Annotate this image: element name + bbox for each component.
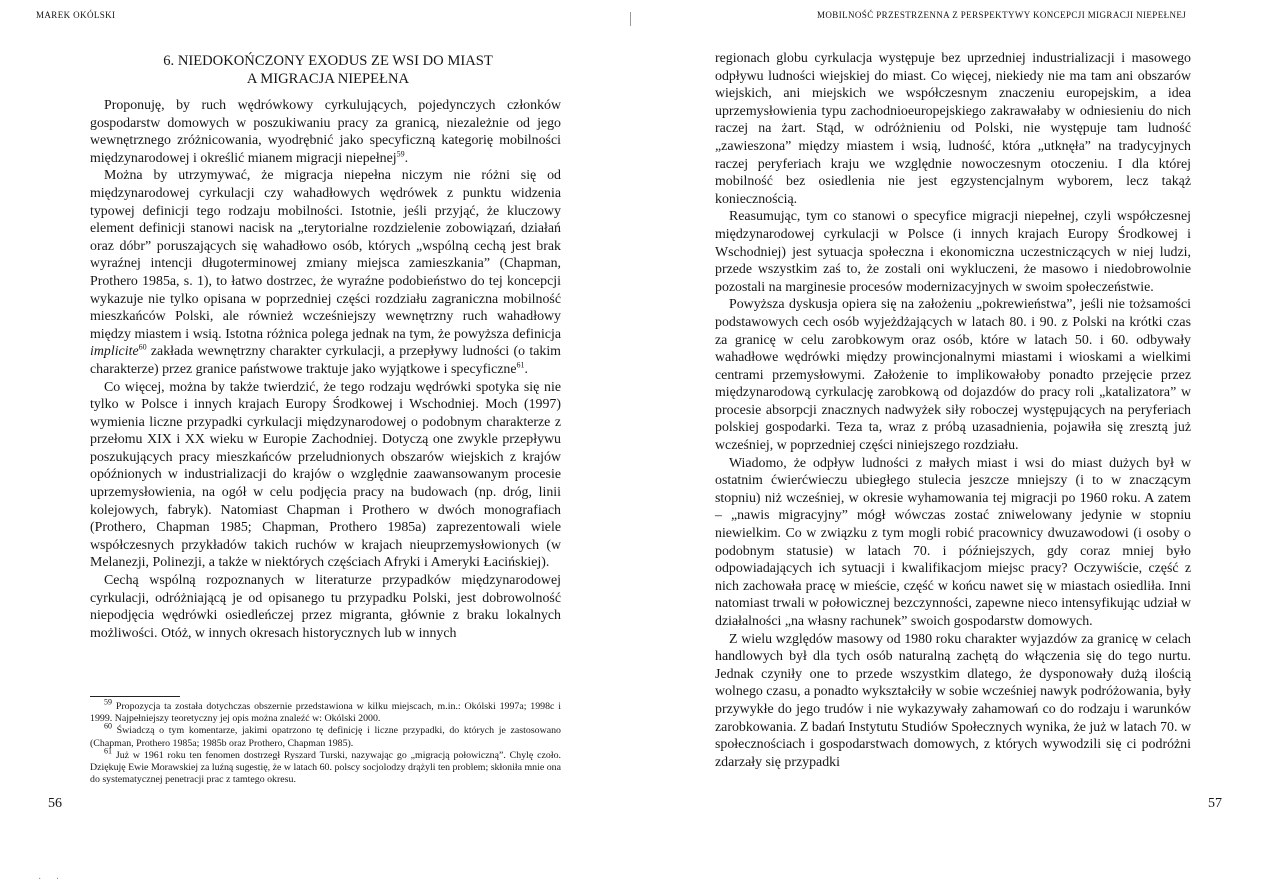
page-number: 57	[1208, 796, 1222, 811]
footnote-ref[interactable]: 60	[138, 342, 147, 352]
paragraph: Z wielu względów masowy od 1980 roku charakter wyjazdów za granicę w celach handlowych był dla tych osób naturalną zachętą do włączenia się do tego nurtu. Jednak czyniły one to przede wszystkim dlatego, że dysponowały dużą ilością wolnego czasu, a ponadto wykształciły w sobie wcześniej nawyk podróżowania, były przywykłe do jego trudów i nie wykazywały zahamowań co do rodzaju i warunków zarobkowania. Z badań Instytutu Studiów Społecznych wynika, że już w latach 70. w społecznościach i gospodarstwach domowych, z których wywodzili się ci podróżni zdarzały się przypadki	[715, 631, 1192, 770]
paragraph: regionach globu cyrkulacja występuje bez uprzedniej industrializacji i masowego odpływu ludności wiejskiej do miast. Co więcej, niekiedy nie ma tam ani obszarów wiejskich, ani miejskich we współczesnym znaczeniu europejskim, a idea uprzemysłowienia typu zachodnioeuropejskiego zakrawałaby w odniesieniu do nich raczej na żart. Stąd, w odróżnieniu od Polski, nie występuje tam ludność „zawieszona” między miastem i wsią, ludność, która „utknęła” na tradycyjnych raczej peryferiach kraju we względnie nowoczesnym otoczeniu. I dla której mobilność bez osiedlenia nie jest egzystencjalnym wyborem, lecz takąż koniecznością.	[715, 51, 1191, 207]
section-title-line2: A MIGRACJA NIEPEŁNA	[246, 71, 410, 87]
paragraph: Co więcej, można by także twierdzić, że tego rodzaju wędrówki spotyka się nie tylko w Polsce i innych krajach Europy Środkowej i Wschodniej. Moch (1997) wymienia liczne przypadki cyrkulacji międzynarodowej o podobnym charakterze z przełomu XIX i XX wieku w Europie Zachodniej. Dotyczą one zwykle przepływu poszukujących pracy mieszkańców przeludnionych obszarów wiejskich z krajów opóźnionych w industrializacji do krajów o względnie zaawansowanym procesie uprzemysłowienia, na ogół w celu podjęcia pracy na budowach (np. dróg, linii kolejowych, fabryk). Natomiast Chapman i Prothero w dwóch monografiach (Prothero, Chapman 1985; Chapman, Prothero 1985a) zaprezentowali wiele współczesnych przykładów takich ruchów w krajach nieuprzemysłowionych (w Melanezji, Polinezji, a także w niektórych częściach Afryki i Ameryki Łacińskiej).	[90, 379, 561, 571]
scan-mark: · ·	[38, 874, 66, 885]
section-title-line1: 6. NIEDOKOŃCZONY EXODUS ZE WSI DO MIAST	[163, 53, 493, 69]
paragraph: Powyższa dyskusja opiera się na założeniu „pokrewieństwa”, jeśli nie tożsamości podstawowych cech osób wyjeżdżających w latach 80. i 90. z Polski na krótki czas za granicę w celu zarobkowym oraz osób, które w latach 50. i 60. odbywały wahadłowe wędrówki między prowincjonalnymi miastami i wioskami a wielkimi centrami przemysłowymi. Założenie to implikowałoby ponadto przejęcie przez międzynarodową cyrkulację zarobkową od dojazdów do pracy roli „katalizatora” w procesie absorpcji znacznych nadwyżek siły roboczej występujących na peryferiach polskiej gospodarki. Teza ta, wraz z próbą uzasadnienia, pojawiła się zresztą już wcześniej, w poprzedniej części niniejszego rozdziału.	[715, 297, 1191, 454]
footnote-ref[interactable]: 59	[396, 149, 405, 159]
left-body-text	[90, 97, 561, 642]
footnote-ref[interactable]: 61	[516, 360, 525, 370]
right-page	[631, 0, 1262, 894]
paragraph: Można by utrzymywać, że migracja niepełna niczym nie różni się od międzynarodowej cyrkulacji czy wahadłowych wędrówek z punktu widzenia typowej definicji tego rodzaju mobilności. Istotnie, jeśli przyjąć, że kluczowy element definicji stanowi nacisk na „terytorialne rozdzielenie zobowiązań, działań oraz dóbr” poruszających się wahadłowo osób, których „wspólną cechą jest brak wyraźnej intencji długoterminowej zmiany miejsca zamieszkania” (Chapman, Prothero 1985a, s. 1), to łatwo dostrzec, że wyraźne podobieństwo do tej koncepcji wykazuje nie tylko opisana w poprzedniej części rozdziału zagraniczna mobilność mieszkańców Polski, ale również wcześniejszy wewnętrzny ruch wahadłowy między miastem i wsią. Istotna różnica polega jednak na tym, że powyższa definicja implicite$^{60}$ zakłada wewnętrzny charakter cyrkulacji, a przepływy ludności (o takim charakterze) przez granice państwowe traktuje jako wyjątkowe i specyficzne$^{61}$.	[90, 168, 561, 377]
footnote: $^{61}$ Już w 1961 roku ten fenomen dostrzegł Ryszard Turski, nazywając go „migracją połowiczną”. Chylę czoło. Dziękuję Ewie Morawskiej za luźną sugestię, że w latach 60. polscy socjolodzy drążyli ten problem; skłoniła mnie ona do systematycznej penetracji prac z tamtego okresu.	[90, 746, 562, 786]
footnote: $^{60}$ Świadczą o tym komentarze, jakimi opatrzono tę definicję i liczne przypadki, do których je zastosowano (Chapman, Prothero 1985a; 1985b oraz Prothero, Chapman 1985).	[90, 722, 561, 749]
paragraph: Proponuję, by ruch wędrówkowy cyrkulujących, pojedynczych członków gospodarstw domowych w poszukiwaniu pracy za granicą, niezależnie od jego wewnętrznego zróżnicowania, wyodrębnić jako specyficzną kategorię mobilności międzynarodowej i określić mianem migracji niepełnej$^{59}$.	[90, 98, 561, 166]
page-number: 56	[48, 796, 62, 811]
paragraph: Reasumując, tym co stanowi o specyfice migracji niepełnej, czyli współczesnej międzynarodowej cyrkulacji w Polsce (i innych krajach Europy Środkowej i Wschodniej) jest sytuacja społeczna i ekonomiczna uczestniczących w niej ludzi, przede wszystkim zaś to, że zostali oni wykluczeni, że masowo i niedobrowolnie pozostali na marginesie procesów modernizacyjnych w swoim społeczeństwie.	[715, 209, 1191, 295]
paragraph: Cechą wspólną rozpoznanych w literaturze przypadków międzynarodowej cyrkulacji, odróżniającą je od opisanego tu przypadku Polski, jest dobrowolność niepodjęcia wędrówki osiedleńczej przez migranta, głównie z braku lokalnych możliwości. Otóż, w innych okresach historycznych lub w innych	[90, 573, 561, 641]
running-head-author: MAREK OKÓLSKI	[36, 10, 116, 20]
footnotes	[90, 697, 562, 786]
footnote: $^{59}$ Propozycja ta została dotychczas obszernie przedstawiona w kilku miejscach, m.in.: Okólski 1997a; 1998c i 1999. Najpełniejszy teoretyczny jej opis można znaleźć w: Okólski 2000.	[90, 697, 562, 725]
paragraph: Wiadomo, że odpływ ludności z małych miast i wsi do miast dużych był w ostatnim ćwierćwieczu ubiegłego stulecia jeszcze mniejszy (i to w znaczącym stopniu) niż wcześniej, w okresie wyhamowania tej migracji po 1960 roku. A zatem – „nawis migracyjny” mógł wówczas zostać zniwelowany jedynie w stopniu niewielkim. Co w związku z tym mogli robić pracownicy dwuzawodowi (i osoby o podobnym statusie) w latach 70. i późniejszych, gdy coraz mniej było odpowiadających ich sytuacji i kwalifikacjom miejsc pracy? Oczywiście, część z nich zachowała pracę w mieście, część w końcu nawet się w miastach osiedliła. Inni natomiast trwali w połowicznej bezczynności, zapewne nieco intensyfikując udział w działalności „na własny rachunek” swoich gospodarstw domowych.	[715, 455, 1191, 629]
section-title	[88, 52, 568, 88]
right-body-text	[715, 50, 1191, 771]
running-head-chapter: MOBILNOŚĆ PRZESTRZENNA Z PERSPEKTYWY KONCEPCJI MIGRACJI NIEPEŁNEJ	[817, 10, 1187, 20]
